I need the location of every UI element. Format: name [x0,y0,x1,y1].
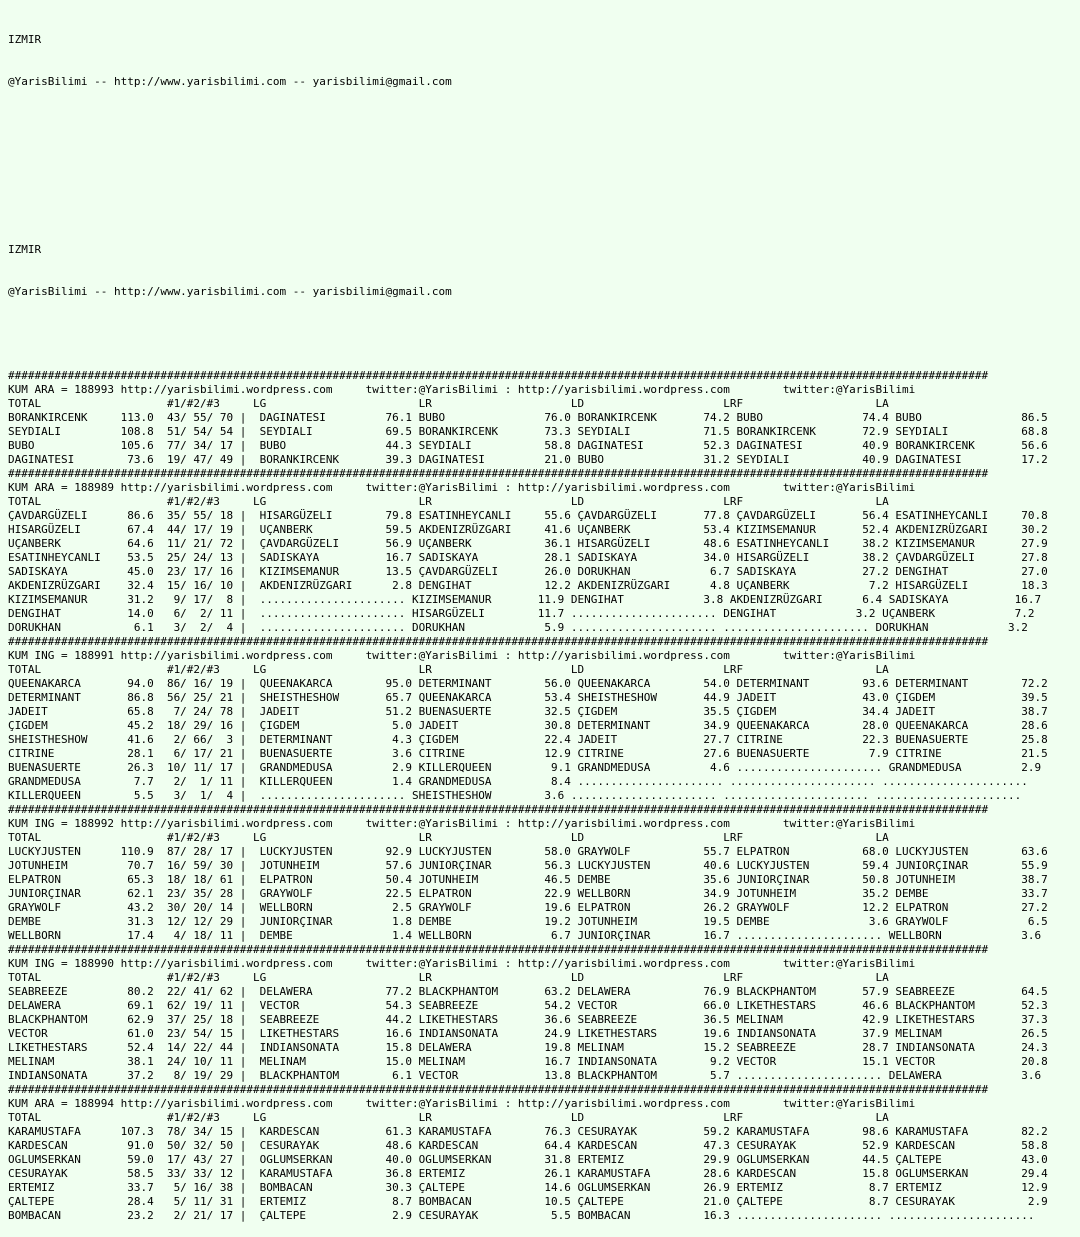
table-row: DAGINATESI 73.6 19/ 47/ 49 | BORANKIRCENK 39.3 DAGINATESI 21.0 BUBO 31.2 SEYDIALI 40.9 DAGINATESI 17.2 [8,453,1048,466]
table-row: BOMBACAN 23.2 2/ 21/ 17 | ÇALTEPE 2.9 CESURAYAK 5.5 BOMBACAN 16.3 ...................... ...................... [8,1209,1035,1222]
table-row: BUENASUERTE 26.3 10/ 11/ 17 | GRANDMEDUSA 2.9 KILLERQUEEN 9.1 GRANDMEDUSA 4.6 ...................... GRANDMEDUSA 2.9 [8,761,1042,774]
table-row: AKDENIZRÜZGARI 32.4 15/ 16/ 10 | AKDENIZRÜZGARI 2.8 DENGIHAT 12.2 AKDENIZRÜZGARI 4.8 UÇANBERK 7.2 HISARGÜZELI 18.3 [8,579,1048,592]
table-row: DEMBE 31.3 12/ 12/ 29 | JUNIORÇINAR 1.8 DEMBE 19.2 JOTUNHEIM 19.5 DEMBE 3.6 GRAYWOLF 6.5 [8,915,1048,928]
blank-line [8,117,1048,131]
table-row: VECTOR 61.0 23/ 54/ 15 | LIKETHESTARS 16.6 INDIANSONATA 24.9 LIKETHESTARS 19.6 INDIANSONATA 37.9 MELINAM 26.5 [8,1027,1048,1040]
race-header: KUM ARA = 188994 http://yarisbilimi.wordpress.com twitter:@YarisBilimi : http://yarisbilimi.wordpress.com twitter:@YarisBilimi [8,1097,916,1110]
results-document [8,5,1048,1237]
column-headers: TOTAL #1/#2/#3 LG LR LD LRF LA [8,971,889,984]
table-row: SEABREEZE 80.2 22/ 41/ 62 | DELAWERA 77.2 BLACKPHANTOM 63.2 DELAWERA 76.9 BLACKPHANTOM 57.9 SEABREEZE 64.5 [8,985,1048,998]
table-row: CITRINE 28.1 6/ 17/ 21 | BUENASUERTE 3.6 CITRINE 12.9 CITRINE 27.6 BUENASUERTE 7.9 CITRINE 21.5 [8,747,1048,760]
table-row: GRAYWOLF 43.2 30/ 20/ 14 | WELLBORN 2.5 GRAYWOLF 19.6 ELPATRON 26.2 GRAYWOLF 12.2 ELPATRON 27.2 [8,901,1048,914]
blank-line [8,201,1048,215]
table-row: ÇIGDEM 45.2 18/ 29/ 16 | ÇIGDEM 5.0 JADEIT 30.8 DETERMINANT 34.9 QUEENAKARCA 28.0 QUEENAKARCA 28.6 [8,719,1048,732]
race-header: KUM ING = 188990 http://yarisbilimi.wordpress.com twitter:@YarisBilimi : http://yarisbilimi.wordpress.com twitter:@YarisBilimi [8,957,916,970]
table-row: SEYDIALI 108.8 51/ 54/ 54 | SEYDIALI 69.5 BORANKIRCENK 73.3 SEYDIALI 71.5 BORANKIRCENK 72.9 SEYDIALI 68.8 [8,425,1048,438]
race-header: KUM ARA = 188993 http://yarisbilimi.wordpress.com twitter:@YarisBilimi : http://yarisbilimi.wordpress.com twitter:@YarisBilimi [8,383,916,396]
column-headers: TOTAL #1/#2/#3 LG LR LD LRF LA [8,831,889,844]
separator-line: #################################################################################################################################################### [8,635,989,648]
table-row: BORANKIRCENK 113.0 43/ 55/ 70 | DAGINATESI 76.1 BUBO 76.0 BORANKIRCENK 74.2 BUBO 74.4 BUBO 86.5 [8,411,1048,424]
header-credit: @YarisBilimi -- http://www.yarisbilimi.com -- yarisbilimi@gmail.com [8,285,452,298]
blank-line [8,327,1048,341]
table-row: DORUKHAN 6.1 3/ 2/ 4 | ...................... DORUKHAN 5.9 ...................... ...................... DORUKHAN 3.2 [8,621,1028,634]
table-row: JOTUNHEIM 70.7 16/ 59/ 30 | JOTUNHEIM 57.6 JUNIORÇINAR 56.3 LUCKYJUSTEN 40.6 LUCKYJUSTEN 59.4 JUNIORÇINAR 55.9 [8,859,1048,872]
table-row: DELAWERA 69.1 62/ 19/ 11 | VECTOR 54.3 SEABREEZE 54.2 VECTOR 66.0 LIKETHESTARS 46.6 BLACKPHANTOM 52.3 [8,999,1048,1012]
table-row: QUEENAKARCA 94.0 86/ 16/ 19 | QUEENAKARCA 95.0 DETERMINANT 56.0 QUEENAKARCA 54.0 DETERMINANT 93.6 DETERMINANT 72.2 [8,677,1048,690]
table-row: SADISKAYA 45.0 23/ 17/ 16 | KIZIMSEMANUR 13.5 ÇAVDARGÜZELI 26.0 DORUKHAN 6.7 SADISKAYA 27.2 DENGIHAT 27.0 [8,565,1048,578]
table-row: SHEISTHESHOW 41.6 2/ 66/ 3 | DETERMINANT 4.3 ÇIGDEM 22.4 JADEIT 27.7 CITRINE 22.3 BUENASUERTE 25.8 [8,733,1048,746]
table-row: ÇAVDARGÜZELI 86.6 35/ 55/ 18 | HISARGÜZELI 79.8 ESATINHEYCANLI 55.6 ÇAVDARGÜZELI 77.8 ÇAVDARGÜZELI 56.4 ESATINHEYCANLI 70.8 [8,509,1048,522]
table-row: UÇANBERK 64.6 11/ 21/ 72 | ÇAVDARGÜZELI 56.9 UÇANBERK 36.1 HISARGÜZELI 48.6 ESATINHEYCANLI 38.2 KIZIMSEMANUR 27.9 [8,537,1048,550]
table-row: DETERMINANT 86.8 56/ 25/ 21 | SHEISTHESHOW 65.7 QUEENAKARCA 53.4 SHEISTHESHOW 44.9 JADEIT 43.0 ÇIGDEM 39.5 [8,691,1048,704]
separator-line: #################################################################################################################################################### [8,467,989,480]
separator-line: #################################################################################################################################################### [8,803,989,816]
table-row: MELINAM 38.1 24/ 10/ 11 | MELINAM 15.0 MELINAM 16.7 INDIANSONATA 9.2 VECTOR 15.1 VECTOR 20.8 [8,1055,1048,1068]
blank-line [8,159,1048,173]
column-headers: TOTAL #1/#2/#3 LG LR LD LRF LA [8,663,889,676]
table-row: JADEIT 65.8 7/ 24/ 78 | JADEIT 51.2 BUENASUERTE 32.5 ÇIGDEM 35.5 ÇIGDEM 34.4 JADEIT 38.7 [8,705,1048,718]
table-row: ELPATRON 65.3 18/ 18/ 61 | ELPATRON 50.4 JOTUNHEIM 46.5 DEMBE 35.6 JUNIORÇINAR 50.8 JOTUNHEIM 38.7 [8,873,1048,886]
table-row: BLACKPHANTOM 62.9 37/ 25/ 18 | SEABREEZE 44.2 LIKETHESTARS 36.6 SEABREEZE 36.5 MELINAM 42.9 LIKETHESTARS 37.3 [8,1013,1048,1026]
table-row: ÇALTEPE 28.4 5/ 11/ 31 | ERTEMIZ 8.7 BOMBACAN 10.5 ÇALTEPE 21.0 ÇALTEPE 8.7 CESURAYAK 2.9 [8,1195,1048,1208]
table-row: KIZIMSEMANUR 31.2 9/ 17/ 8 | ...................... KIZIMSEMANUR 11.9 DENGIHAT 3.8 AKDENIZRÜZGARI 6.4 SADISKAYA 16.7 [8,593,1042,606]
table-row: JUNIORÇINAR 62.1 23/ 35/ 28 | GRAYWOLF 22.5 ELPATRON 22.9 WELLBORN 34.9 JOTUNHEIM 35.2 DEMBE 33.7 [8,887,1048,900]
race-header: KUM ARA = 188989 http://yarisbilimi.wordpress.com twitter:@YarisBilimi : http://yarisbilimi.wordpress.com twitter:@YarisBilimi [8,481,916,494]
table-row: KARDESCAN 91.0 50/ 32/ 50 | CESURAYAK 48.6 KARDESCAN 64.4 KARDESCAN 47.3 CESURAYAK 52.9 KARDESCAN 58.8 [8,1139,1048,1152]
table-row: KARAMUSTAFA 107.3 78/ 34/ 15 | KARDESCAN 61.3 KARAMUSTAFA 76.3 CESURAYAK 59.2 KARAMUSTAFA 98.6 KARAMUSTAFA 82.2 [8,1125,1048,1138]
race-tables [8,369,1048,1223]
table-row: LUCKYJUSTEN 110.9 87/ 28/ 17 | LUCKYJUSTEN 92.9 LUCKYJUSTEN 58.0 GRAYWOLF 55.7 ELPATRON 68.0 LUCKYJUSTEN 63.6 [8,845,1048,858]
column-headers: TOTAL #1/#2/#3 LG LR LD LRF LA [8,495,889,508]
table-row: KILLERQUEEN 5.5 3/ 1/ 4 | ...................... SHEISTHESHOW 3.6 ...................... ...................... ...................... [8,789,1022,802]
table-row: WELLBORN 17.4 4/ 18/ 11 | DEMBE 1.4 WELLBORN 6.7 JUNIORÇINAR 16.7 ...................... WELLBORN 3.6 [8,929,1042,942]
separator-line: #################################################################################################################################################### [8,943,989,956]
table-row: DENGIHAT 14.0 6/ 2/ 11 | ...................... HISARGÜZELI 11.7 ...................... DENGIHAT 3.2 UÇANBERK 7.2 [8,607,1035,620]
header-city: IZMIR [8,243,42,256]
header-credit: @YarisBilimi -- http://www.yarisbilimi.com -- yarisbilimi@gmail.com [8,75,452,88]
race-header: KUM ING = 188992 http://yarisbilimi.wordpress.com twitter:@YarisBilimi : http://yarisbilimi.wordpress.com twitter:@YarisBilimi [8,817,916,830]
table-row: CESURAYAK 58.5 33/ 33/ 12 | KARAMUSTAFA 36.8 ERTEMIZ 26.1 KARAMUSTAFA 28.6 KARDESCAN 15.8 OGLUMSERKAN 29.4 [8,1167,1048,1180]
table-row: ERTEMIZ 33.7 5/ 16/ 38 | BOMBACAN 30.3 ÇALTEPE 14.6 OGLUMSERKAN 26.9 ERTEMIZ 8.7 ERTEMIZ 12.9 [8,1181,1048,1194]
header-city: IZMIR [8,33,42,46]
table-row: BUBO 105.6 77/ 34/ 17 | BUBO 44.3 SEYDIALI 58.8 DAGINATESI 52.3 DAGINATESI 40.9 BORANKIRCENK 56.6 [8,439,1048,452]
table-row: OGLUMSERKAN 59.0 17/ 43/ 27 | OGLUMSERKAN 40.0 OGLUMSERKAN 31.8 ERTEMIZ 29.9 OGLUMSERKAN 44.5 ÇALTEPE 43.0 [8,1153,1048,1166]
table-row: LIKETHESTARS 52.4 14/ 22/ 44 | INDIANSONATA 15.8 DELAWERA 19.8 MELINAM 15.2 SEABREEZE 28.7 INDIANSONATA 24.3 [8,1041,1048,1054]
table-row: HISARGÜZELI 67.4 44/ 17/ 19 | UÇANBERK 59.5 AKDENIZRÜZGARI 41.6 UÇANBERK 53.4 KIZIMSEMANUR 52.4 AKDENIZRÜZGARI 30.2 [8,523,1048,536]
column-headers: TOTAL #1/#2/#3 LG LR LD LRF LA [8,397,889,410]
separator-line: #################################################################################################################################################### [8,1083,989,1096]
table-row: ESATINHEYCANLI 53.5 25/ 24/ 13 | SADISKAYA 16.7 SADISKAYA 28.1 SADISKAYA 34.0 HISARGÜZELI 38.2 ÇAVDARGÜZELI 27.8 [8,551,1048,564]
separator-line: #################################################################################################################################################### [8,369,989,382]
table-row: INDIANSONATA 37.2 8/ 19/ 29 | BLACKPHANTOM 6.1 VECTOR 13.8 BLACKPHANTOM 5.7 ...................... DELAWERA 3.6 [8,1069,1042,1082]
race-header: KUM ING = 188991 http://yarisbilimi.wordpress.com twitter:@YarisBilimi : http://yarisbilimi.wordpress.com twitter:@YarisBilimi [8,649,916,662]
column-headers: TOTAL #1/#2/#3 LG LR LD LRF LA [8,1111,889,1124]
table-row: GRANDMEDUSA 7.7 2/ 1/ 11 | KILLERQUEEN 1.4 GRANDMEDUSA 8.4 ...................... ...................... ...................... [8,775,1028,788]
